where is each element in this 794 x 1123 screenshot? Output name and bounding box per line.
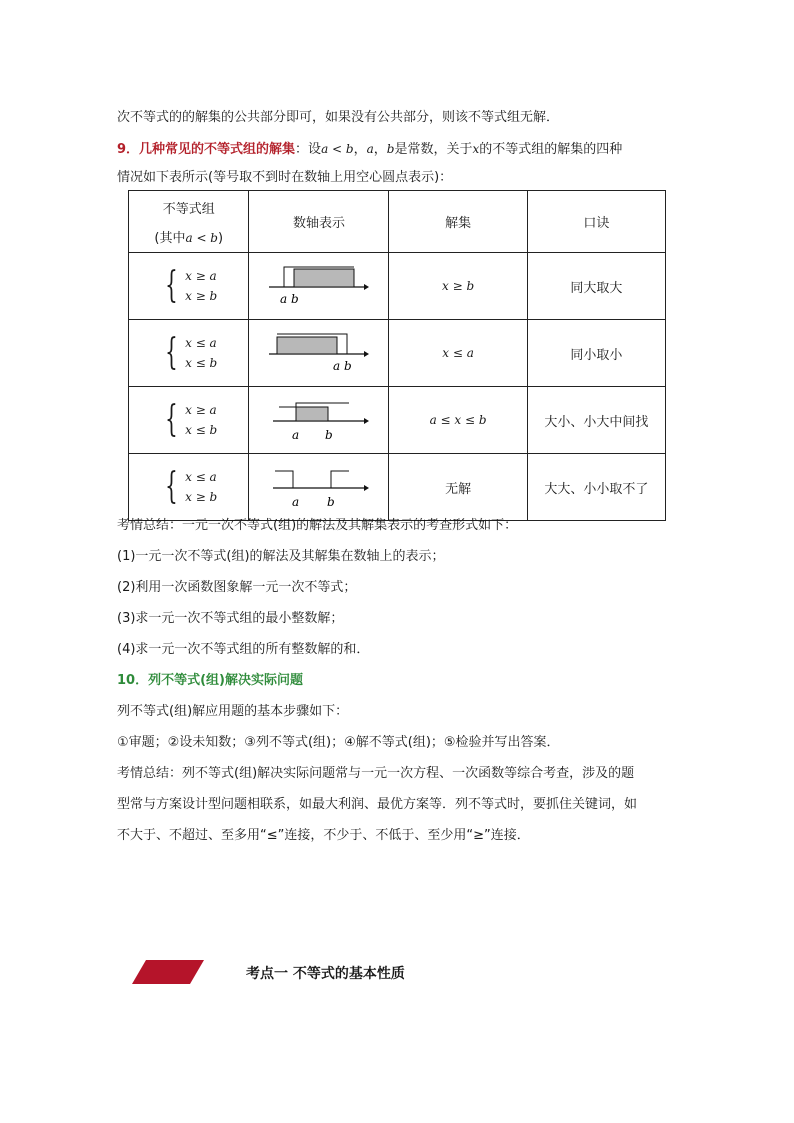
mnemonic-cell: 大大、小小取不了 bbox=[527, 454, 665, 521]
section10-title: 10．列不等式(组)解决实际问题 bbox=[117, 673, 303, 688]
summary1-item-4: (4)求一元一次不等式组的所有整数解的和． bbox=[117, 642, 370, 657]
var-x: x bbox=[472, 142, 480, 156]
section9-text2: 是常数，关于 bbox=[394, 142, 473, 157]
axis-cell bbox=[249, 253, 389, 320]
ineq-1: x ≥ a bbox=[185, 269, 217, 283]
ineq-2: x ≤ b bbox=[185, 356, 218, 370]
axis-cell bbox=[249, 387, 389, 454]
axis-label: a b bbox=[333, 359, 353, 373]
solution-cell: x ≥ b bbox=[389, 253, 527, 320]
section9-text3: 的不等式组的解集的四种 bbox=[479, 142, 623, 157]
sep1: ， bbox=[353, 142, 367, 157]
ineq-1: x ≤ a bbox=[185, 336, 217, 350]
ineq-1: x ≥ a bbox=[185, 403, 217, 417]
system-cell: { x ≤ a x ≥ b bbox=[129, 454, 249, 521]
header-col-solution: 解集 bbox=[389, 191, 527, 253]
ineq-2: x ≤ b bbox=[185, 423, 218, 437]
system-cell: { x ≥ a x ≥ b bbox=[129, 253, 249, 320]
section9-text1: ：设 bbox=[295, 142, 322, 157]
number-line-diagram bbox=[249, 454, 388, 516]
solution-cell: a ≤ x ≤ b bbox=[389, 387, 527, 454]
mnemonic-cell: 大小、小大中间找 bbox=[527, 387, 665, 454]
axis-label-a: a bbox=[292, 495, 300, 509]
axis-label-a: a bbox=[292, 428, 300, 442]
ineq-1: x ≤ a bbox=[185, 470, 217, 484]
header-col1-line1: 不等式组 bbox=[162, 201, 215, 217]
footer-heading: 考点一 不等式的基本性质 bbox=[246, 966, 405, 982]
mnemonic-cell: 同小取小 bbox=[527, 320, 665, 387]
section10-line1: 列不等式(组)解应用题的基本步骤如下： bbox=[117, 704, 349, 719]
table-row bbox=[129, 387, 666, 454]
summary1-item-2: (2)利用一次函数图象解一元一次不等式； bbox=[117, 580, 357, 595]
axis-label: a b bbox=[280, 292, 300, 306]
section10-summary-line1: 考情总结：列不等式(组)解决实际问题常与一元一次方程、一次函数等综合考查，涉及的题 bbox=[117, 766, 635, 781]
intro-line: 次不等式的的解集的公共部分即可，如果没有公共部分，则该不等式组无解． bbox=[117, 110, 560, 125]
table-row bbox=[129, 320, 666, 387]
header-col1-line2: (其中a < b) bbox=[154, 230, 224, 246]
cond-ab: a < b bbox=[321, 142, 354, 156]
summary1-intro: 考情总结：一元一次不等式(组)的解法及其解集表示的考查形式如下： bbox=[117, 518, 518, 533]
system-cell: { x ≤ a x ≤ b bbox=[129, 320, 249, 387]
axis-label-b: b bbox=[327, 495, 336, 509]
section10-summary-line3: 不大于、不超过、至多用“≤”连接，不少于、不低于、至少用“≥”连接． bbox=[117, 828, 530, 843]
system-cell: { x ≥ a x ≤ b bbox=[129, 387, 249, 454]
section10-summary-line2: 型常与方案设计型问题相联系，如最大利润、最优方案等．列不等式时，要抓住关键词，如 bbox=[117, 797, 638, 812]
section9-line1 bbox=[117, 138, 622, 157]
sep2: ， bbox=[373, 142, 387, 157]
mnemonic-cell: 同大取大 bbox=[527, 253, 665, 320]
table-header-row bbox=[129, 191, 666, 253]
axis-label-b: b bbox=[325, 428, 334, 442]
ineq-2: x ≥ b bbox=[185, 289, 218, 303]
header-col-mnemonic: 口诀 bbox=[527, 191, 665, 253]
table-row bbox=[129, 454, 666, 521]
section9-line2: 情况如下表所示(等号取不到时在数轴上用空心圆点表示)： bbox=[117, 170, 453, 185]
solution-cell: x ≤ a bbox=[389, 320, 527, 387]
axis-cell bbox=[249, 454, 389, 521]
section-banner-icon bbox=[132, 960, 204, 984]
number-line-diagram bbox=[249, 253, 388, 315]
var-a: a bbox=[366, 142, 374, 156]
header-col-axis: 数轴表示 bbox=[249, 191, 389, 253]
table-row bbox=[129, 253, 666, 320]
ineq-2: x ≥ b bbox=[185, 490, 218, 504]
number-line-diagram bbox=[249, 387, 388, 449]
solution-cell: 无解 bbox=[389, 454, 527, 521]
inequality-table bbox=[128, 190, 666, 521]
summary1-item-3: (3)求一元一次不等式组的最小整数解； bbox=[117, 611, 344, 626]
section10-line2: ①审题；②设未知数；③列不等式(组)；④解不等式(组)；⑤检验并写出答案． bbox=[117, 735, 560, 750]
summary1-item-1: (1)一元一次不等式(组)的解法及其解集在数轴上的表示； bbox=[117, 549, 445, 564]
header-col-system bbox=[129, 191, 249, 253]
axis-cell bbox=[249, 320, 389, 387]
number-line-diagram bbox=[249, 320, 388, 382]
section9-title: 9．几种常见的不等式组的解集 bbox=[117, 142, 296, 157]
var-b: b bbox=[386, 142, 395, 156]
